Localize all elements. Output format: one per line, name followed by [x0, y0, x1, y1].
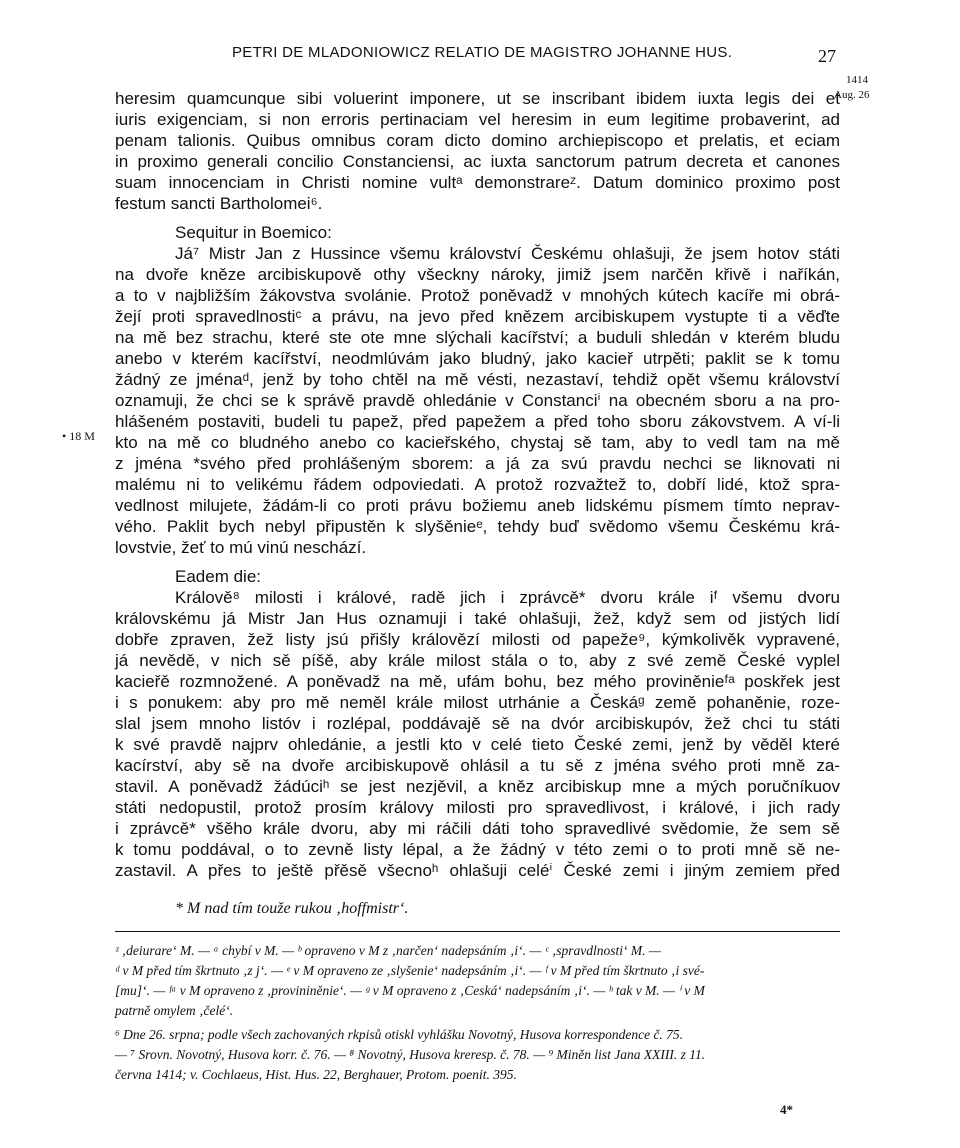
text-line: penam talionis. Quibus omnibus coram dicto domino archiepiscopo et prelatis, et eciam	[115, 131, 840, 150]
text-line: anebo v kterém kacířství, neodmlúvám jako bludný, jako kacieř utrpěti; paklit se k tomu	[115, 349, 840, 368]
text-line: Já⁷ Mistr Jan z Hussince všemu království Českému ohlašuji, že jsem hotov státi	[175, 244, 840, 263]
text-line: lovstvie, žeť to mú vinú neschází.	[115, 538, 367, 557]
text-line: iuris exigenciam, si non erroris pertinaciam vel heresim in eum legitime probaverint, ad	[115, 110, 840, 129]
text-line: suam innocenciam in Christi nomine vultᵃ demonstrareᶻ. Datum dominico proximo post	[115, 173, 840, 192]
footnote-line: června 1414; v. Cochlaeus, Hist. Hus. 22, Berghauer, Protom. poenit. 395.	[115, 1067, 517, 1082]
page-number: 27	[818, 46, 836, 66]
text-line: k své pravdě najprv ohledánie, a jestli kto v celé tieto České zemi, jenž by věděl které	[115, 735, 840, 754]
text-line: festum sancti Bartholomei⁶.	[115, 194, 323, 213]
text-line: z jména *svého před prohlášeným sborem: a já za svú pravdu nechci se liknovati ni	[115, 454, 840, 473]
text-line: Králově⁸ milosti i králové, radě jich i zprávcě* dvoru krále iᶠ všemu dvoru	[175, 588, 840, 607]
footnote-line: ᵈ v M před tím škrtnuto ‚z j‘. — ᵉ v M opraveno ze ‚slyšenie‘ nadepsáním ‚i‘. — ᶠ v M před tím škrtnuto ‚i své-	[115, 963, 705, 978]
text-line: žejí proti spravedlnostiᶜ a právu, na jevo před knězem arcibiskupem vystupte ti a věďte	[115, 307, 840, 326]
text-line: stavil. A poněvadž žádúciʰ se jest nezjěvil, a kněz arcibiskup mne a mých poručníkuov	[115, 777, 840, 796]
running-header: PETRI DE MLADONIOWICZ RELATIO DE MAGISTRO JOHANNE HUS.	[232, 44, 733, 61]
text-line: já nevědě, v nich sě píšě, aby krále milost stála o to, aby z své země České vyplel	[115, 651, 840, 670]
footnote-line: — ⁷ Srovn. Novotný, Husova korr. č. 76. — ⁸ Novotný, Husova kreresp. č. 78. — ⁹ Miněn list Jana XXIII. z 11.	[115, 1047, 706, 1062]
footnotes	[115, 941, 840, 1085]
footnote-line: [mu]‘. — ᶠᵃ v M opraveno z ‚provininěnie‘. — ᵍ v M opraveno z ‚Ceská‘ nadepsáním ‚i‘. — ʰ tak v M. — ⁱ v M	[115, 983, 705, 998]
text-line: i zprávcě* všěho krále dvoru, aby mi ráčili dáti toho spravedlivé svědomie, že sem sě	[115, 819, 840, 838]
footnote-line: ᶻ ‚deiurare‘ M. — ᵃ chybí v M. — ᵇ opraveno v M z ‚narčen‘ nadepsáním ‚i‘. — ᶜ ‚spravdlnosti‘ M. —	[115, 943, 661, 958]
text-line: malému ni to velikému řádem odpoviedati. A protož rozvažtež to, dobří lidé, ktož spra-	[115, 475, 840, 494]
text-line: in proximo generali concilio Constanciensi, ac iuxta sanctorum patrum decreta et canones	[115, 152, 840, 171]
text-line: a to v najbližším žákovstva svolánie. Protož poněvadž v mnohých kútech kacíře mi obrá-	[115, 286, 840, 305]
margin-date: Aug. 26	[834, 89, 870, 101]
text-line: i s ponukem: aby pro mě neměl krále milost utrhánie a Českáᵍ země pohaněnie, roze-	[115, 693, 840, 712]
marginal-star-note: * M nad tím touže rukou ‚hoffmistr‘.	[175, 900, 409, 917]
text-line: státi nedopustil, protož prosím královy milosti pro spravedlivost, i králové, i jich rady	[115, 798, 840, 817]
footnote-line: ⁶ Dne 26. srpna; podle všech zachovaných rkpisů otiskl vyhlášku Novotný, Husova korrespondence č. 75.	[115, 1027, 684, 1042]
section-heading: Sequitur in Boemico:	[175, 223, 332, 242]
margin-year: 1414	[846, 74, 868, 86]
text-line: kto na mě co bludného anebo co kacieřského, chystaj sě tam, aby to vedl tam na mě	[115, 433, 840, 452]
text-line: královskému já Mistr Jan Hus oznamuji i také ohlašuji, žež, když sem od jistých lidí	[115, 609, 840, 628]
text-line: na mě bez strachu, které ste ote mne slýchali kacířství; a buduli shledán v kterém bludu	[115, 328, 840, 347]
footnote-line: patrně omylem ‚čelé‘.	[115, 1003, 234, 1018]
text-line: heresim quamcunque sibi voluerint imponere, ut se inscribant ibidem iuxta legis dei et	[115, 89, 840, 108]
text-line: kacírství, aby sě na dvoře arcibiskupově ohlásil a tu sě z jména svého proti mně za-	[115, 756, 840, 775]
body-text	[115, 88, 840, 881]
signature-mark: 4*	[780, 1102, 793, 1117]
text-line: na dvoře kněze arcibiskupově othy všeckny nároky, jimiž jsem narčěn křivě i naříkán,	[115, 265, 840, 284]
text-line: hlášeném postaviti, budeli tu papež, před papežem a před toho sboru zákovstvem. A ví-li	[115, 412, 840, 431]
text-line: vého. Paklit bych nebyl připustěn k slyšěnieᵉ, tehdy buď svědomo všemu Českému krá-	[115, 517, 840, 536]
text-line: vedlnost milujete, žádám-li co proti právu božiemu aneb lidskému písmem tímto neprav-	[115, 496, 840, 515]
text-line: k tomu poddával, o to zevně listy lépal, a že žádný v této zemi o to proti mně sě ne-	[115, 840, 840, 859]
text-line: kacieřě rozmnožené. A poněvadž na mě, ufám bohu, bez mého proviněnieᶠᵃ poskřek jest	[115, 672, 840, 691]
text-line: dobře zpraven, žež listy jsú přišly královězí milosti od papeže⁹, kýmkolivěk vypravené,	[115, 630, 840, 649]
text-line: zastavil. A přes to ještě přěsě všecnoʰ ohlašuji celéⁱ České zemi i jiným zemiem před	[115, 861, 840, 880]
footnote-divider	[115, 931, 840, 932]
text-line: žádný ze jménaᵈ, jenž by toho chtěl na mě vésti, nezastaví, tehdiž opět všemu království	[115, 370, 840, 389]
section-heading: Eadem die:	[175, 567, 261, 586]
text-line: slal jsem mnoho listóv i rozlépal, poddávajě sě na dvór arcibiskupóv, žež chci tu státi	[115, 714, 840, 733]
text-line: oznamuji, že chci se k správě pravdě ohledánie v Constanciⁱ na obecném sboru a na pro-	[115, 391, 840, 410]
margin-folio-note: • 18 M	[62, 429, 95, 443]
